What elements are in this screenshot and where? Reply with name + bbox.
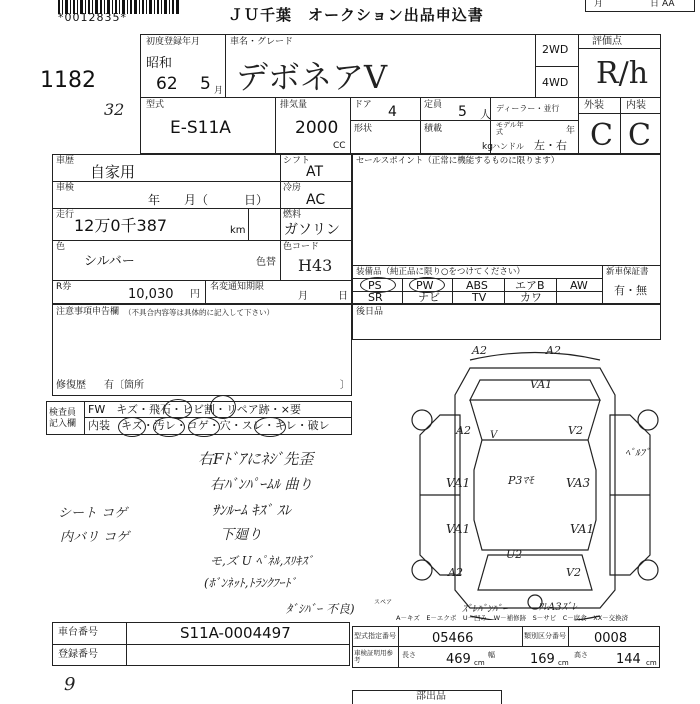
equipment-label: 装備品（純正品に限り○をつけてください） — [356, 267, 525, 277]
person-unit: 人 — [480, 108, 491, 121]
capacity-label: 定員 — [424, 100, 443, 110]
shift-label: シフト — [283, 156, 311, 166]
repair-close: 〕 — [340, 380, 350, 391]
model-code: E-S11A — [170, 118, 231, 138]
r-ticket-label: R券 — [56, 282, 72, 292]
footer-partial: 部出品 — [416, 691, 446, 702]
equip-pw: PW — [416, 279, 434, 292]
later-items-block — [352, 304, 661, 340]
notes-sub: （不具合内容等は具体的に記入して下さい） — [124, 308, 274, 317]
era: 昭和 — [146, 56, 173, 71]
length-value: 469 — [446, 652, 471, 667]
note-line-6: (ﾎﾞﾝﾈｯﾄ,ﾄﾗﾝｸﾌｰﾄﾞ — [204, 576, 297, 590]
displacement-label: 排気量 — [280, 100, 308, 110]
handle-side: 左・右 — [534, 139, 567, 152]
year-unit: 年 — [566, 126, 576, 136]
first-reg-label: 初度登録年月 — [146, 37, 201, 47]
inspector-row1: FW キズ・飛石・ヒビ割・リペア跡・×要 — [88, 403, 301, 416]
lot-handwritten: 32 — [104, 100, 125, 119]
mark-a2-front-right: A2 — [546, 344, 561, 357]
inspector-row2: 内装 キズ・汚レ・コゲ・穴・スレ・キレ・破レ — [88, 419, 330, 432]
manual-value: 有・無 — [614, 284, 647, 297]
mark-va3-right-front: VA3 — [566, 476, 591, 490]
equip-navi: ナビ — [418, 291, 440, 304]
inspection-date: 年 月（ 日） — [148, 193, 269, 207]
mark-u2-trunk: U2 — [506, 548, 523, 561]
barcode — [58, 0, 180, 22]
equip-ps: PS — [368, 279, 382, 292]
scratch-circle-mark — [118, 417, 146, 437]
stone-chip-circle-mark — [164, 399, 192, 419]
reg-month: 5 — [200, 74, 211, 94]
color: シルバー — [84, 254, 135, 269]
reg-month-unit: 月 — [214, 86, 224, 96]
ac: AC — [306, 192, 326, 208]
mark-v2-right-rear: V2 — [566, 566, 581, 579]
repair-label: 修復歴 — [56, 380, 86, 391]
wear-circle-mark — [254, 417, 286, 437]
name-change-month: 月 — [298, 291, 308, 302]
color-change-label: 色替 — [256, 257, 276, 268]
mark-va1-left-rear: VA1 — [446, 522, 471, 536]
shift: AT — [306, 164, 324, 180]
handle-label: ハンドル — [492, 142, 524, 151]
width-label: 幅 — [488, 651, 495, 659]
category-number: 0008 — [594, 631, 628, 646]
damage-legend: A－キズ E－エクボ U－凹み W－補修跡 S－サビ C－腐食 XX－交換済 — [396, 614, 629, 622]
inspector-label-2: 記入欄 — [49, 419, 77, 429]
tire-note: ﾍﾟﾙﾌﾞ — [625, 448, 650, 459]
shape-label: 形状 — [354, 124, 373, 134]
ps-circle-mark — [360, 277, 396, 293]
dealer-label: ディーラー・並行 — [496, 104, 560, 113]
height-label: 高さ — [574, 651, 588, 659]
equip-leather: カワ — [520, 291, 542, 304]
equip-airbag: エアB — [515, 279, 545, 292]
pw-circle-mark — [409, 277, 445, 293]
mark-v2-right-fender: V2 — [568, 424, 583, 437]
grade-label: 評価点 — [592, 36, 622, 47]
date-box — [585, 0, 695, 12]
yen-unit: 円 — [190, 289, 200, 300]
equip-tv: TV — [472, 291, 487, 304]
doors-label: ドア — [354, 100, 372, 110]
doors: 4 — [388, 104, 397, 120]
car-name: デボネアV — [236, 58, 388, 96]
barcode-number: *0012835* — [58, 11, 127, 24]
manual-label: 新車保証書 — [606, 267, 649, 277]
notes-label: 注意事項申告欄 — [56, 307, 120, 317]
mark-a2-front-left: A2 — [472, 344, 487, 357]
left-note-2: 内バリ コゲ — [60, 530, 130, 545]
grade-value: R/h — [596, 56, 649, 91]
fuel: ガソリン — [284, 222, 340, 238]
color-label: 色 — [56, 242, 66, 252]
cc-unit: CC — [333, 141, 346, 151]
mark-va1-roof: VA1 — [530, 378, 553, 391]
mileage-label: 走行 — [56, 210, 75, 220]
drive-4wd: 4WD — [542, 76, 569, 89]
drive-2wd: 2WD — [542, 43, 569, 56]
model-year-label: モデル年式 — [496, 121, 524, 136]
width-value: 169 — [530, 652, 555, 667]
equip-abs: ABS — [466, 279, 488, 292]
note-line-1: 右Fﾄﾞｱにﾈｼﾞ先歪 — [198, 450, 314, 468]
mark-va1-right-rear: VA1 — [570, 522, 595, 536]
burn-circle-mark — [188, 417, 220, 437]
footer-mark: 9 — [64, 674, 76, 695]
name-change-label: 名変通知期限 — [210, 282, 265, 292]
model-label: 型式 — [146, 100, 165, 110]
color-code: H43 — [298, 256, 333, 275]
inspection-label: 車検 — [56, 183, 75, 193]
color-code-label: 色コード — [283, 242, 320, 252]
cert-label: 車検証明用参考 — [354, 649, 393, 664]
height-value: 144 — [616, 652, 641, 667]
interior-grade: C — [628, 118, 651, 153]
capacity: 5 — [458, 104, 467, 120]
car-name-label: 車名・グレード — [230, 37, 294, 47]
equip-sr: SR — [368, 291, 383, 304]
note-line-7: ﾀﾞｼﾊﾞｰ 不良) — [286, 602, 355, 616]
mark-a2-left-rear-fender: A2 — [448, 566, 463, 579]
chassis-label: 車台番号 — [58, 627, 98, 638]
mark-v-windshield: V — [490, 430, 498, 441]
sales-point-label: セールスポイント（正常に機能するものに限ります） — [356, 156, 560, 166]
mark-a2-left-fender: A2 — [456, 424, 471, 437]
date-aa: AA — [662, 0, 675, 9]
mark-roof: P3ﾏﾓ — [508, 474, 534, 487]
date-month: 月 — [594, 0, 604, 9]
mileage: 12万0千387 — [74, 216, 168, 235]
spare-label: スペア — [374, 599, 393, 606]
load-label: 積載 — [424, 124, 443, 134]
kg-unit: kg — [482, 142, 493, 152]
length-unit: cm — [474, 659, 485, 667]
km-unit: km — [230, 225, 246, 236]
note-line-3: ｻﾝﾙｰﾑ ｷｽﾞ ｽﾚ — [212, 503, 291, 519]
later-items-label: 後日品 — [356, 307, 384, 317]
repair-value: 有〔箇所 — [104, 380, 144, 391]
chassis-number: S11A-0004497 — [180, 624, 291, 642]
length-label: 長さ — [402, 651, 416, 659]
fuel-label: 燃料 — [283, 210, 302, 220]
type-spec-label: 型式指定番号 — [354, 632, 396, 640]
registration-label: 登録番号 — [58, 649, 98, 660]
interior-label: 内装 — [626, 100, 646, 111]
r-ticket: 10,030 — [128, 287, 174, 302]
width-unit: cm — [558, 659, 569, 667]
left-note-1: シート コゲ — [58, 506, 128, 521]
form-title: ＪＵ千葉 オークション出品申込書 — [228, 6, 484, 24]
ac-label: 冷房 — [283, 183, 302, 193]
displacement: 2000 — [295, 118, 339, 138]
stain-circle-mark — [153, 417, 185, 437]
note-line-4: 下廻り — [220, 527, 262, 543]
usage: 自家用 — [90, 163, 136, 181]
date-day: 日 — [650, 0, 660, 9]
mark-va1-left-front: VA1 — [446, 476, 471, 490]
category-label: 類別区分番号 — [524, 632, 566, 640]
sales-equipment-block — [352, 154, 661, 304]
inspector-label-1: 検査員 — [49, 408, 77, 418]
crack-circle-mark — [210, 395, 236, 419]
lot-number: 1182 — [40, 68, 96, 93]
type-spec-number: 05466 — [432, 631, 474, 646]
name-change-day: 日 — [338, 291, 348, 302]
bottom-right-note: ﾜﾚA3ｽﾞﾚ — [538, 602, 577, 613]
note-line-5: モ,ズ U ﾍﾟﾈﾙ,ｽﾘｷｽﾞ — [210, 554, 314, 568]
equip-aw: AW — [570, 279, 588, 292]
usage-label: 車歴 — [56, 156, 75, 166]
height-unit: cm — [646, 659, 657, 667]
exterior-label: 外装 — [584, 100, 604, 111]
note-line-2: 右ﾊﾞﾝﾊﾟｰﾑﾙ 曲り — [210, 477, 313, 493]
exterior-grade: C — [590, 118, 613, 153]
reg-year: 62 — [156, 74, 178, 94]
bottom-left-note: ｽﾞﾚﾊﾞﾝﾊﾟｰ — [462, 604, 507, 615]
